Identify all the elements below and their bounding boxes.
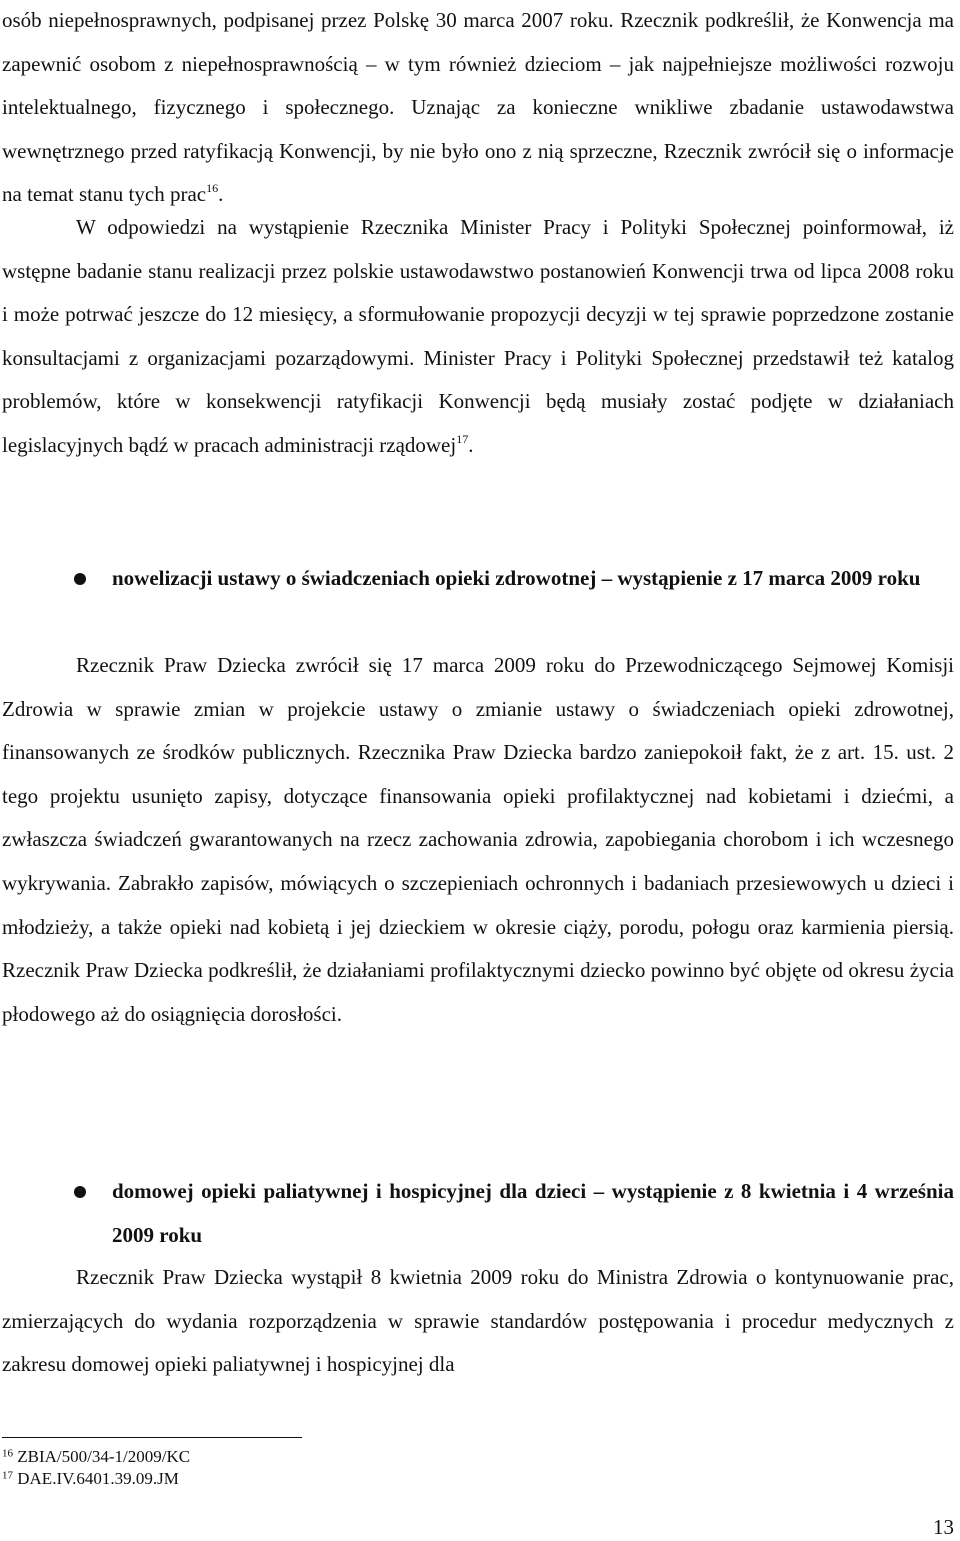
- section-2-paragraph: Rzecznik Praw Dziecka wystąpił 8 kwietnia 2009 roku do Ministra Zdrowia o kontynuowanie prac, zmierzających do wydania rozporządzenia w sprawie standardów postępowania i procedur medycznych z zakresu domowej opieki paliatywnej i hospicyjnej dla: [2, 1265, 954, 1377]
- footnote-text: ZBIA/500/34-1/2009/KC: [17, 1447, 191, 1466]
- body-paragraph-1: [2, 0, 954, 217]
- footnote-number: 17: [2, 1469, 13, 1482]
- body-paragraph-2: [2, 206, 954, 468]
- footnote-17: [2, 1468, 179, 1490]
- footnote-ref-16[interactable]: 16: [206, 181, 219, 196]
- section-1-heading: nowelizacji ustawy o świadczeniach opieki zdrowotnej – wystąpienie z 17 marca 2009 roku: [112, 566, 921, 590]
- footnote-16: [2, 1446, 190, 1468]
- page-number: 13: [933, 1515, 954, 1539]
- footnote-text: DAE.IV.6401.39.09.JM: [17, 1469, 179, 1488]
- footnote-number: 16: [2, 1447, 13, 1460]
- footnote-ref-17[interactable]: 17: [456, 431, 469, 446]
- bullet-icon: [74, 1186, 86, 1198]
- section-1-paragraph: Rzecznik Praw Dziecka zwrócił się 17 marca 2009 roku do Przewodniczącego Sejmowej Komisji Zdrowia w sprawie zmian w projekcie ustawy o zmianie ustawy o świadczeniach opieki zdrowotnej, finansowanych ze środków publicznych. Rzecznika Praw Dziecka bardzo zaniepokoił fakt, że z art. 15. ust. 2 tego projektu usunięto zapisy, dotyczące finansowania opieki profilaktycznej nad kobietami i dziećmi, a zwłaszcza świadczeń gwarantowanych na rzecz zachowania zdrowia, zapobiegania chorobom i ich wczesnego wykrywania. Zabrakło zapisów, mówiących o szczepieniach ochronnych i badaniach przesiewowych u dzieci i młodzieży, a także opieki nad kobietą i jej dzieckiem w okresie ciąży, porodu, połogu oraz karmienia piersią. Rzecznik Praw Dziecka podkreślił, że działaniami profilaktycznymi dziecko powinno być objęte od okresu życia płodowego aż do osiągnięcia dorosłości.: [2, 653, 954, 1026]
- section-2-heading: domowej opieki paliatywnej i hospicyjnej dla dzieci – wystąpienie z 8 kwietnia i 4 września 2009 roku: [112, 1179, 954, 1247]
- body-paragraph-1-tail: .: [218, 182, 224, 207]
- body-paragraph-1-text: osób niepełnosprawnych, podpisanej przez Polskę 30 marca 2007 roku. Rzecznik podkreślił, że Konwencja ma zapewnić osobom z niepełnosprawnością – w tym również dzieciom – jak najpełniejsze możliwości rozwoju intelektualnego, fizycznego i społecznego. Uznając za konieczne wnikliwe zbadanie ustawodawstwa wewnętrznego przed ratyfikacją Konwencji, by nie było ono z nią sprzeczne, Rzecznik zwrócił się o informacje na temat stanu tych prac: [2, 8, 954, 207]
- footnote-separator: [2, 1437, 302, 1438]
- body-paragraph-2-tail: .: [468, 432, 474, 457]
- bullet-icon: [74, 573, 86, 585]
- body-paragraph-2-text: W odpowiedzi na wystąpienie Rzecznika Minister Pracy i Polityki Społecznej poinformował, iż wstępne badanie stanu realizacji przez polskie ustawodawstwo postanowień Konwencji trwa od lipca 2008 roku i może potrwać jeszcze do 12 miesięcy, a sformułowanie propozycji decyzji w tej sprawie poprzedzone zostanie konsultacjami z organizacjami pozarządowymi. Minister Pracy i Polityki Społecznej przedstawił też katalog problemów, które w konsekwencji ratyfikacji Konwencji będą musiały zostać podjęte w działaniach legislacyjnych bądź w pracach administracji rządowej: [2, 215, 954, 457]
